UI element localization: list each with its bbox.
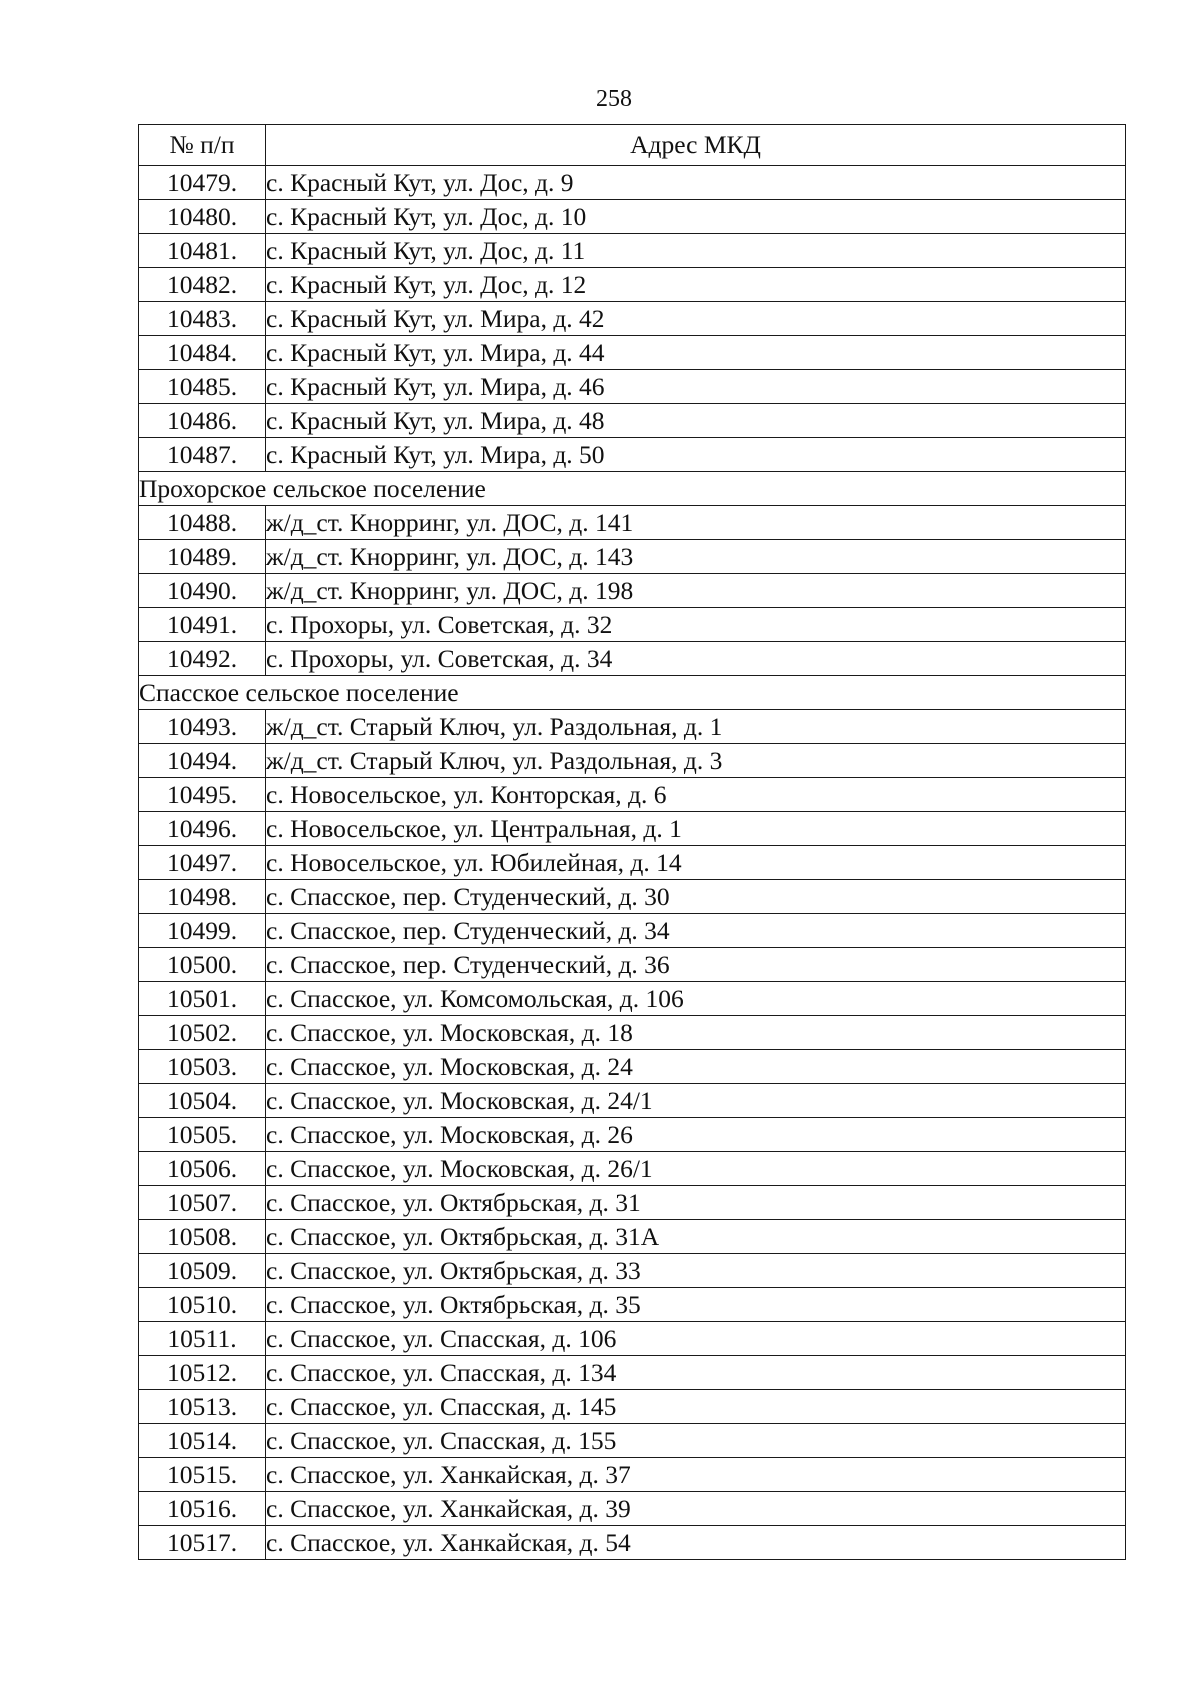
row-address: с. Красный Кут, ул. Дос, д. 10	[266, 200, 1126, 234]
column-header-address: Адрес МКД	[266, 125, 1126, 166]
table-row	[139, 234, 1126, 268]
row-address: с. Красный Кут, ул. Мира, д. 48	[266, 404, 1126, 438]
header-row	[139, 125, 1126, 166]
table-row	[139, 200, 1126, 234]
row-number: 10501.	[139, 982, 266, 1016]
row-number: 10491.	[139, 608, 266, 642]
row-address: с. Спасское, ул. Московская, д. 24/1	[266, 1084, 1126, 1118]
row-number: 10489.	[139, 540, 266, 574]
row-address: с. Спасское, пер. Студенческий, д. 36	[266, 948, 1126, 982]
row-address: с. Спасское, ул. Спасская, д. 134	[266, 1356, 1126, 1390]
row-number: 10510.	[139, 1288, 266, 1322]
table-row	[139, 404, 1126, 438]
row-address: с. Спасское, ул. Московская, д. 24	[266, 1050, 1126, 1084]
row-address: с. Спасское, ул. Спасская, д. 106	[266, 1322, 1126, 1356]
table-row	[139, 1322, 1126, 1356]
row-number: 10488.	[139, 506, 266, 540]
row-number: 10484.	[139, 336, 266, 370]
row-address: с. Новосельское, ул. Юбилейная, д. 14	[266, 846, 1126, 880]
row-address: с. Прохоры, ул. Советская, д. 34	[266, 642, 1126, 676]
row-number: 10506.	[139, 1152, 266, 1186]
row-number: 10508.	[139, 1220, 266, 1254]
row-number: 10517.	[139, 1526, 266, 1560]
row-number: 10515.	[139, 1458, 266, 1492]
table-row	[139, 268, 1126, 302]
row-address: ж/д_ст. Старый Ключ, ул. Раздольная, д. 1	[266, 710, 1126, 744]
row-number: 10480.	[139, 200, 266, 234]
row-address: с. Спасское, пер. Студенческий, д. 34	[266, 914, 1126, 948]
row-number: 10500.	[139, 948, 266, 982]
table-row	[139, 1016, 1126, 1050]
table-row	[139, 370, 1126, 404]
row-number: 10507.	[139, 1186, 266, 1220]
row-number: 10493.	[139, 710, 266, 744]
row-address: ж/д_ст. Кнорринг, ул. ДОС, д. 143	[266, 540, 1126, 574]
row-number: 10504.	[139, 1084, 266, 1118]
table-row	[139, 608, 1126, 642]
row-number: 10511.	[139, 1322, 266, 1356]
row-address: с. Спасское, ул. Комсомольская, д. 106	[266, 982, 1126, 1016]
table-row	[139, 166, 1126, 200]
table-row	[139, 336, 1126, 370]
row-number: 10516.	[139, 1492, 266, 1526]
table-row	[139, 914, 1126, 948]
table-row	[139, 574, 1126, 608]
row-address: с. Красный Кут, ул. Мира, д. 42	[266, 302, 1126, 336]
row-address: с. Спасское, ул. Октябрьская, д. 35	[266, 1288, 1126, 1322]
row-number: 10495.	[139, 778, 266, 812]
row-address: с. Спасское, ул. Спасская, д. 155	[266, 1424, 1126, 1458]
row-address: с. Спасское, ул. Ханкайская, д. 37	[266, 1458, 1126, 1492]
table-row	[139, 778, 1126, 812]
section-title: Прохорское сельское поселение	[139, 472, 1126, 506]
row-address: с. Красный Кут, ул. Дос, д. 9	[266, 166, 1126, 200]
table-row	[139, 1424, 1126, 1458]
table-row	[139, 540, 1126, 574]
table-row	[139, 1254, 1126, 1288]
row-number: 10481.	[139, 234, 266, 268]
row-address: с. Спасское, пер. Студенческий, д. 30	[266, 880, 1126, 914]
row-number: 10512.	[139, 1356, 266, 1390]
table-row	[139, 846, 1126, 880]
row-number: 10485.	[139, 370, 266, 404]
row-address: ж/д_ст. Кнорринг, ул. ДОС, д. 198	[266, 574, 1126, 608]
table-body	[139, 166, 1126, 1560]
section-row	[139, 676, 1126, 710]
table-row	[139, 982, 1126, 1016]
row-address: с. Красный Кут, ул. Дос, д. 12	[266, 268, 1126, 302]
table-row	[139, 1288, 1126, 1322]
row-number: 10486.	[139, 404, 266, 438]
row-address: с. Спасское, ул. Спасская, д. 145	[266, 1390, 1126, 1424]
section-row	[139, 472, 1126, 506]
row-number: 10513.	[139, 1390, 266, 1424]
row-number: 10498.	[139, 880, 266, 914]
row-address: с. Спасское, ул. Октябрьская, д. 31А	[266, 1220, 1126, 1254]
row-address: ж/д_ст. Кнорринг, ул. ДОС, д. 141	[266, 506, 1126, 540]
table-row	[139, 1492, 1126, 1526]
column-header-number: № п/п	[139, 125, 266, 166]
table-row	[139, 1118, 1126, 1152]
row-address: с. Спасское, ул. Ханкайская, д. 54	[266, 1526, 1126, 1560]
section-title: Спасское сельское поселение	[139, 676, 1126, 710]
table-row	[139, 1356, 1126, 1390]
row-number: 10503.	[139, 1050, 266, 1084]
table-row	[139, 1390, 1126, 1424]
page-number: 258	[596, 86, 632, 112]
row-number: 10492.	[139, 642, 266, 676]
row-number: 10490.	[139, 574, 266, 608]
table-row	[139, 1526, 1126, 1560]
row-address: с. Спасское, ул. Московская, д. 26/1	[266, 1152, 1126, 1186]
row-number: 10499.	[139, 914, 266, 948]
row-address: с. Спасское, ул. Московская, д. 18	[266, 1016, 1126, 1050]
row-number: 10497.	[139, 846, 266, 880]
table-row	[139, 948, 1126, 982]
row-number: 10482.	[139, 268, 266, 302]
row-address: с. Красный Кут, ул. Мира, д. 44	[266, 336, 1126, 370]
row-address: с. Новосельское, ул. Центральная, д. 1	[266, 812, 1126, 846]
row-number: 10479.	[139, 166, 266, 200]
row-number: 10514.	[139, 1424, 266, 1458]
row-number: 10502.	[139, 1016, 266, 1050]
row-number: 10509.	[139, 1254, 266, 1288]
row-number: 10496.	[139, 812, 266, 846]
mkd-address-table	[138, 124, 1126, 1560]
table-row	[139, 1458, 1126, 1492]
table-row	[139, 880, 1126, 914]
row-address: с. Спасское, ул. Ханкайская, д. 39	[266, 1492, 1126, 1526]
row-address: с. Красный Кут, ул. Дос, д. 11	[266, 234, 1126, 268]
table-row	[139, 1152, 1126, 1186]
table-row	[139, 812, 1126, 846]
table-row	[139, 1220, 1126, 1254]
row-address: с. Красный Кут, ул. Мира, д. 46	[266, 370, 1126, 404]
row-number: 10487.	[139, 438, 266, 472]
row-number: 10505.	[139, 1118, 266, 1152]
table-row	[139, 302, 1126, 336]
table-row	[139, 710, 1126, 744]
row-address: с. Спасское, ул. Октябрьская, д. 33	[266, 1254, 1126, 1288]
row-number: 10483.	[139, 302, 266, 336]
row-address: с. Новосельское, ул. Конторская, д. 6	[266, 778, 1126, 812]
row-number: 10494.	[139, 744, 266, 778]
table-header	[139, 125, 1126, 166]
row-address: ж/д_ст. Старый Ключ, ул. Раздольная, д. 3	[266, 744, 1126, 778]
table-row	[139, 438, 1126, 472]
table-row	[139, 1050, 1126, 1084]
table-row	[139, 1084, 1126, 1118]
row-address: с. Спасское, ул. Октябрьская, д. 31	[266, 1186, 1126, 1220]
table-row	[139, 642, 1126, 676]
row-address: с. Спасское, ул. Московская, д. 26	[266, 1118, 1126, 1152]
table-row	[139, 1186, 1126, 1220]
row-address: с. Красный Кут, ул. Мира, д. 50	[266, 438, 1126, 472]
table-row	[139, 744, 1126, 778]
table-row	[139, 506, 1126, 540]
row-address: с. Прохоры, ул. Советская, д. 32	[266, 608, 1126, 642]
